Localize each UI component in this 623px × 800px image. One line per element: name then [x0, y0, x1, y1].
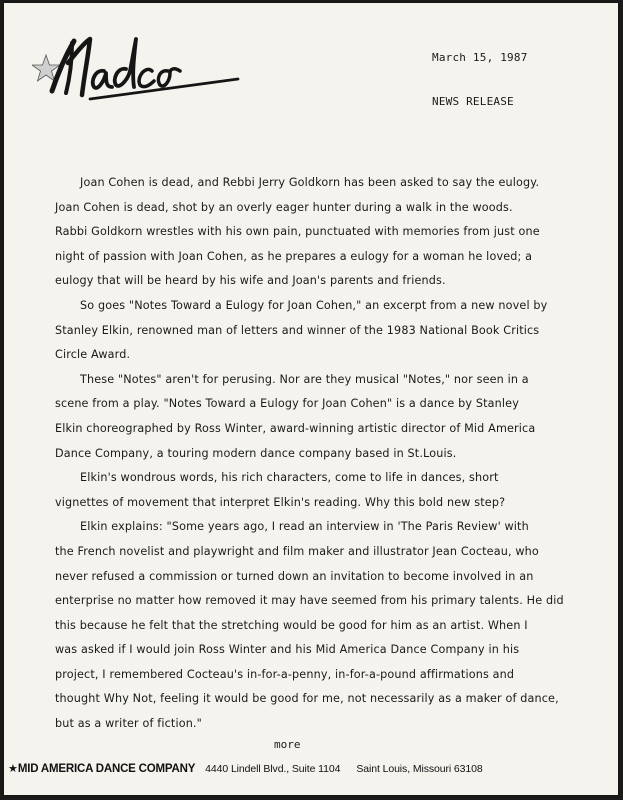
text-line: Elkin choreographed by Ross Winter, award-winning artistic director of Mid America [55, 421, 536, 435]
street-address: 4440 Lindell Blvd., Suite 1104 [205, 763, 341, 775]
text-line: Dance Company, a touring modern dance company based in St.Louis. [55, 446, 457, 460]
text-line: These "Notes" aren't for perusing. Nor are they musical "Notes," nor seen in a [80, 372, 529, 386]
text-line: Joan Cohen is dead, shot by an overly eager hunter during a walk in the woods. [55, 200, 513, 214]
paragraph [55, 515, 575, 736]
madco-logo [32, 33, 242, 118]
letterhead-footer [8, 759, 483, 777]
news-release-label: NEWS RELEASE [432, 95, 514, 108]
text-line: So goes "Notes Toward a Eulogy for Joan Cohen," an excerpt from a new novel by [80, 298, 548, 312]
text-line: scene from a play. "Notes Toward a Eulogy for Joan Cohen" is a dance by Stanley [55, 397, 519, 411]
paragraph [55, 466, 575, 515]
star-icon: ★ [8, 762, 18, 775]
text-line: the French novelist and playwright and film maker and illustrator Jean Cocteau, who [55, 544, 539, 558]
text-line: eulogy that will be heard by his wife and Joan's parents and friends. [55, 274, 446, 288]
text-line: enterprise no matter how removed it may have seemed from his primary talents. He did [55, 594, 564, 608]
text-line: Joan Cohen is dead, and Rebbi Jerry Goldkorn has been asked to say the eulogy. [80, 176, 540, 189]
text-line: was asked if I would join Ross Winter and his Mid America Dance Company in his [55, 643, 520, 657]
text-line: night of passion with Joan Cohen, as he prepares a eulogy for a woman he loved; a [55, 249, 533, 263]
text-line: never refused a commission or turned down an invitation to become involved in an [55, 569, 534, 583]
text-line: vignettes of movement that interpret Elkin's reading. Why this bold new step? [55, 495, 506, 509]
text-line: Rabbi Goldkorn wrestles with his own pain, punctuated with memories from just one [55, 225, 540, 239]
paragraph [55, 171, 575, 294]
letterhead-page [4, 3, 618, 795]
text-line: Elkin's wondrous words, his rich characters, come to life in dances, short [80, 471, 499, 485]
text-line: this because he felt that the stretching would be good for him as an artist. When I [55, 618, 528, 632]
paragraph [55, 368, 575, 466]
text-line: but as a writer of fiction." [55, 717, 202, 731]
company-name: MID AMERICA DANCE COMPANY [17, 763, 196, 775]
text-line: thought Why Not, feeling it would be good for me, not necessarily as a maker of dance, [55, 692, 559, 706]
release-date: March 15, 1987 [432, 51, 528, 64]
text-line: Stanley Elkin, renowned man of letters and winner of the 1983 National Book Critics [55, 323, 540, 337]
text-line: Circle Award. [55, 348, 131, 362]
paragraph [55, 294, 575, 368]
text-line: Elkin explains: "Some years ago, I read an interview in 'The Paris Review' with [80, 520, 529, 534]
text-line: project, I remembered Cocteau's in-for-a-penny, in-for-a-pound affirmations and [55, 667, 515, 681]
more-label: more [274, 738, 301, 751]
article-body [55, 171, 575, 737]
city-address: Saint Louis, Missouri 63108 [356, 763, 483, 775]
